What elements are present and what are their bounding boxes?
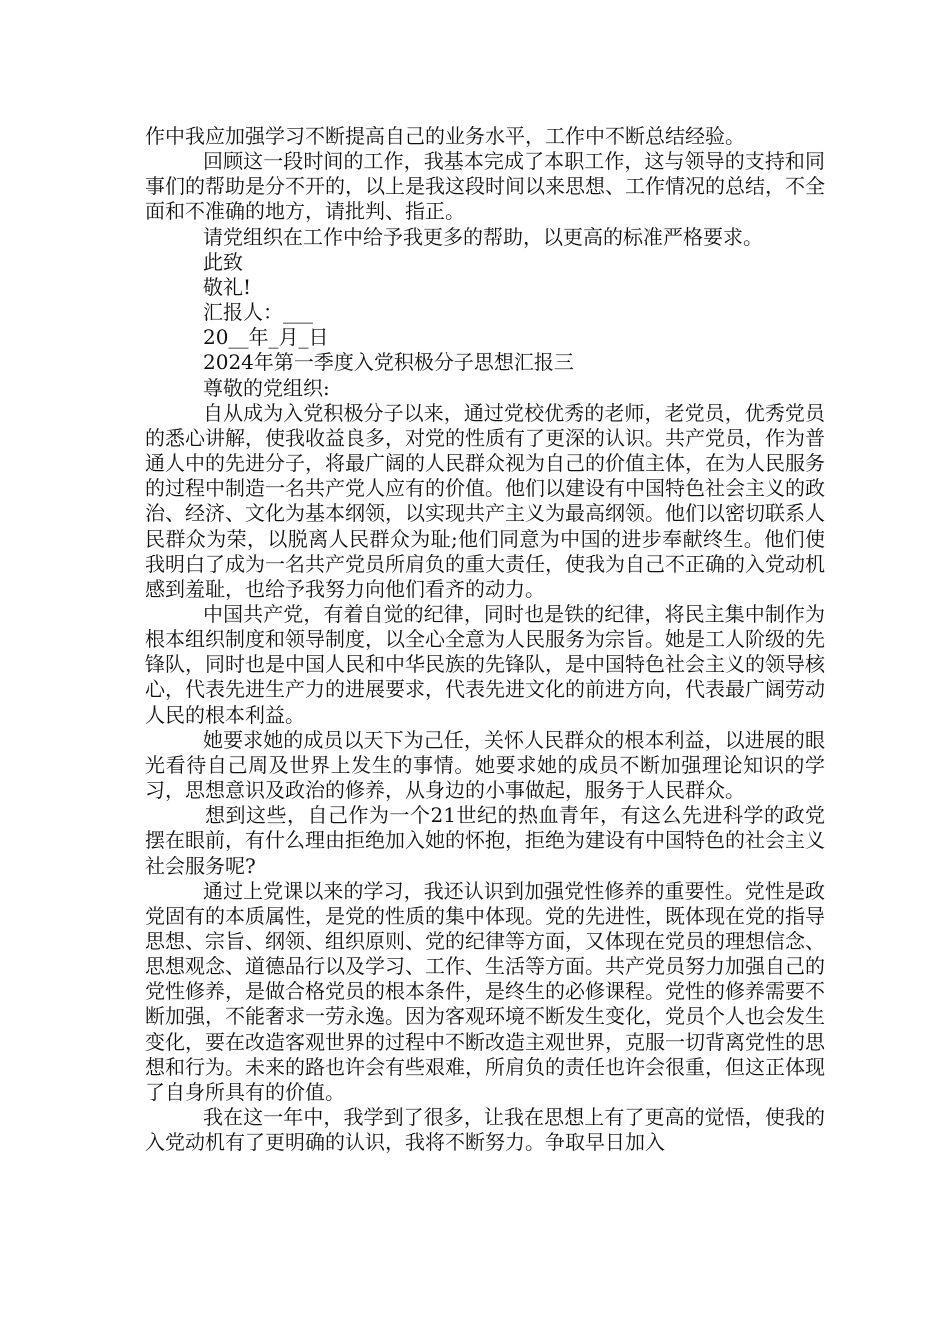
reporter-line: 汇报人：___: [203, 300, 313, 325]
paragraph-continuation: 作中我应加强学习不断提高自己的业务水平，工作中不断总结经验。: [145, 124, 745, 148]
paragraph-party: 中国共产党，有着自觉的纪律，同时也是铁的纪律，将民主集中制作为根本组织制度和领导制度，以全心全意为人民服务为宗旨。她是工人阶级的先锋队，同时也是中国人民和中华民族的先锋队，是中国特色社会主义的领导核心，代表先进生产力的进展要求，代表先进文化的前进方向，代表最广阔劳动人民的根本利益。: [145, 601, 825, 727]
closing-jingli: 敬礼!: [203, 274, 252, 299]
paragraph-party-spirit: 通过上党课以来的学习，我还认识到加强党性修养的重要性。党性是政党固有的本质属性，是党的性质的集中体现。党的先进性，既体现在党的指导思想、宗旨、纲领、组织原则、党的纪律等方面，又体现在党员的理想信念、思想观念、道德品行以及学习、工作、生活等方面。共产党员努力加强自己的党性修养，是做合格党员的根本条件，是终生的必修课程。党性的修养需要不断加强，不能奢求一劳永逸。因为客观环境不断发生变化，党员个人也会发生变化，要在改造客观世界的过程中不断改造主观世界，克服一切背离党性的思想和行为。未来的路也许会有些艰难，所肩负的责任也许会很重，但这正体现了自身所具有的价值。: [145, 878, 825, 1104]
paragraph-requirements: 她要求她的成员以天下为己任，关怀人民群众的根本利益，以进展的眼光看待自己周及世界上发生的事情。她要求她的成员不断加强理论知识的学习，思想意识及政治的修养，从身边的小事做起，服务于人民群众。: [145, 727, 825, 803]
paragraph-thoughts: 想到这些，自己作为一个21世纪的热血青年，有这么先进科学的政党摆在眼前，有什么理由拒绝加入她的怀抱，拒绝为建设有中国特色的社会主义社会服务呢?: [145, 803, 825, 878]
paragraph-year-summary: 我在这一年中，我学到了很多，让我在思想上有了更高的觉悟，使我的入党动机有了更明确的认识，我将不断努力。争取早日加入: [145, 1105, 825, 1155]
paragraph-activist: 自从成为入党积极分子以来，通过党校优秀的老师，老党员，优秀党员的悉心讲解，使我收益良多，对党的性质有了更深的认识。共产党员，作为普通人中的先进分子，将最广阔的人民群众视为自己的价值主体，在为人民服务的过程中制造一名共产党人应有的价值。他们以建设有中国特色社会主义的政治、经济、文化为基本纲领，以实现共产主义为最高纲领。他们以密切联系人民群众为荣，以脱离人民群众为耻;他们同意为中国的进步奉献终生。他们使我明白了成为一名共产党员所肩负的重大责任，使我为自己不正确的入党动机感到羞耻，也给予我努力向他们看齐的动力。: [145, 400, 825, 601]
paragraph-review: 回顾这一段时间的工作，我基本完成了本职工作，这与领导的支持和同事们的帮助是分不开的，以上是我这段时间以来思想、工作情况的总结，不全面和不准确的地方，请批判、指正。: [145, 149, 825, 224]
document-page: [145, 124, 825, 1155]
closing-cizhi: 此致: [203, 249, 243, 274]
section-title: 2024年第一季度入党积极分子思想汇报三: [203, 350, 574, 375]
paragraph-request: 请党组织在工作中给予我更多的帮助，以更高的标准严格要求。: [203, 224, 763, 249]
salutation: 尊敬的党组织:: [203, 375, 330, 400]
date-line: 20__年_月_日: [203, 325, 329, 350]
